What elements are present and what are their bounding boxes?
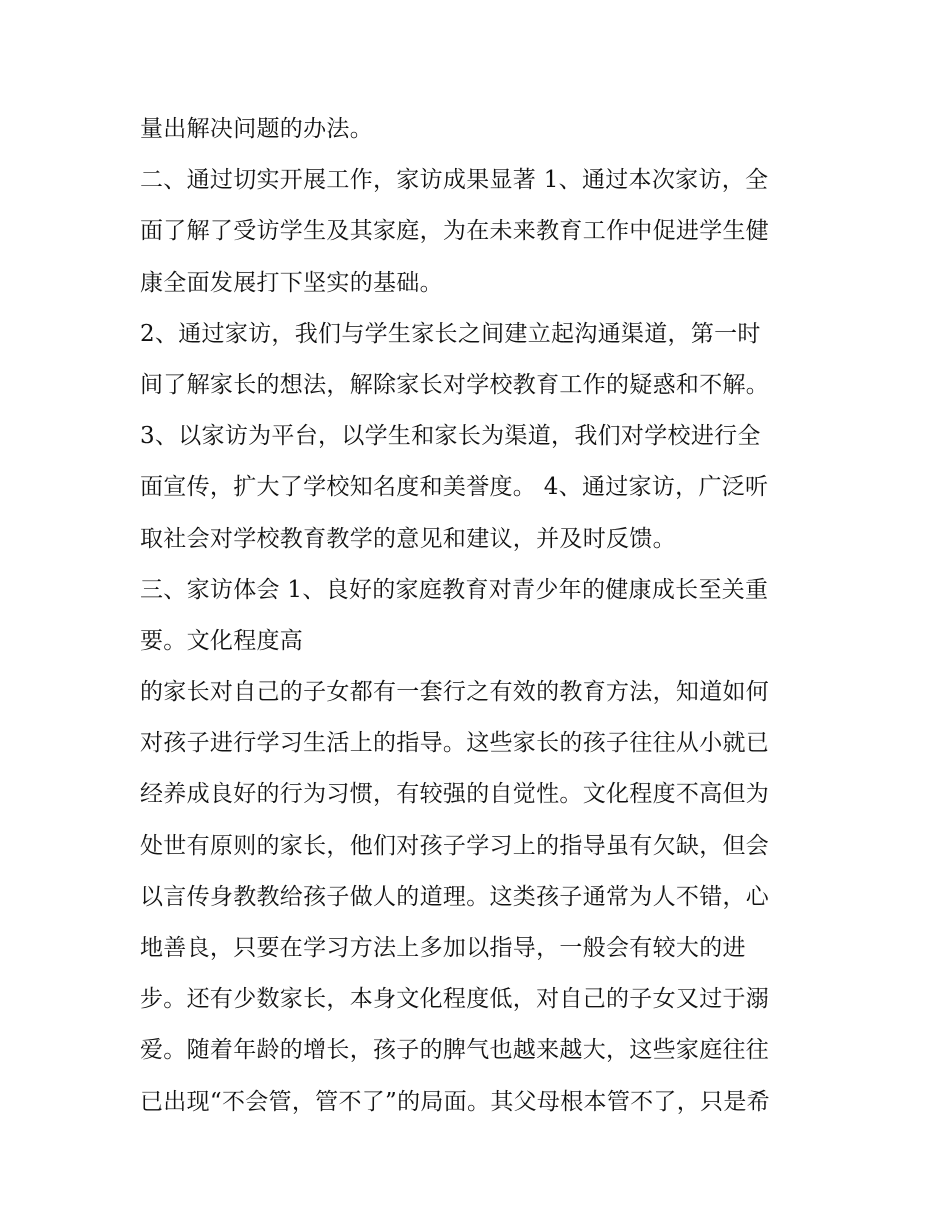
body-text [140, 104, 820, 1128]
text-line: 取社会对学校教育教学的意见和建议，并及时反馈。 [140, 525, 676, 552]
text-line: 面了解了受访学生及其家庭，为在未来教育工作中促进学生健 [140, 218, 770, 245]
text-line: 已出现“不会管，管不了”的局面。其父母根本管不了，只是希 [140, 1088, 770, 1115]
text-line: 面宣传，扩大了学校知名度和美誉度。 4、通过家访，广泛听 [140, 474, 769, 501]
text-line: 二、通过切实开展工作，家访成果显著 1、通过本次家访，全 [140, 167, 769, 194]
text-line: 步。还有少数家长，本身文化程度低，对自己的子女又过于溺 [140, 986, 770, 1013]
text-line: 的家长对自己的子女都有一套行之有效的教育方法，知道如何 [140, 679, 770, 706]
text-line: 2、通过家访，我们与学生家长之间建立起沟通渠道，第一时 [140, 320, 761, 347]
text-line: 以言传身教教给孩子做人的道理。这类孩子通常为人不错，心 [140, 883, 770, 910]
text-line: 3、以家访为平台，以学生和家长为渠道，我们对学校进行全 [140, 423, 761, 450]
text-line: 处世有原则的家长，他们对孩子学习上的指导虽有欠缺，但会 [140, 832, 770, 859]
text-line: 间了解家长的想法，解除家长对学校教育工作的疑惑和不解。 [140, 371, 770, 398]
text-line: 三、家访体会 1、良好的家庭教育对青少年的健康成长至关重 [140, 576, 769, 603]
text-line: 量出解决问题的办法。 [140, 116, 373, 142]
text-line: 要。文化程度高 [140, 627, 304, 654]
text-line: 经养成良好的行为习惯，有较强的自觉性。文化程度不高但为 [140, 781, 770, 808]
text-line: 地善良，只要在学习方法上多加以指导，一般会有较大的进 [140, 935, 746, 961]
text-line: 对孩子进行学习生活上的指导。这些家长的孩子往往从小就已 [140, 730, 770, 757]
text-line: 爱。随着年龄的增长，孩子的脾气也越来越大，这些家庭往往 [140, 1037, 770, 1064]
text-line: 康全面发展打下坚实的基础。 [140, 269, 443, 296]
